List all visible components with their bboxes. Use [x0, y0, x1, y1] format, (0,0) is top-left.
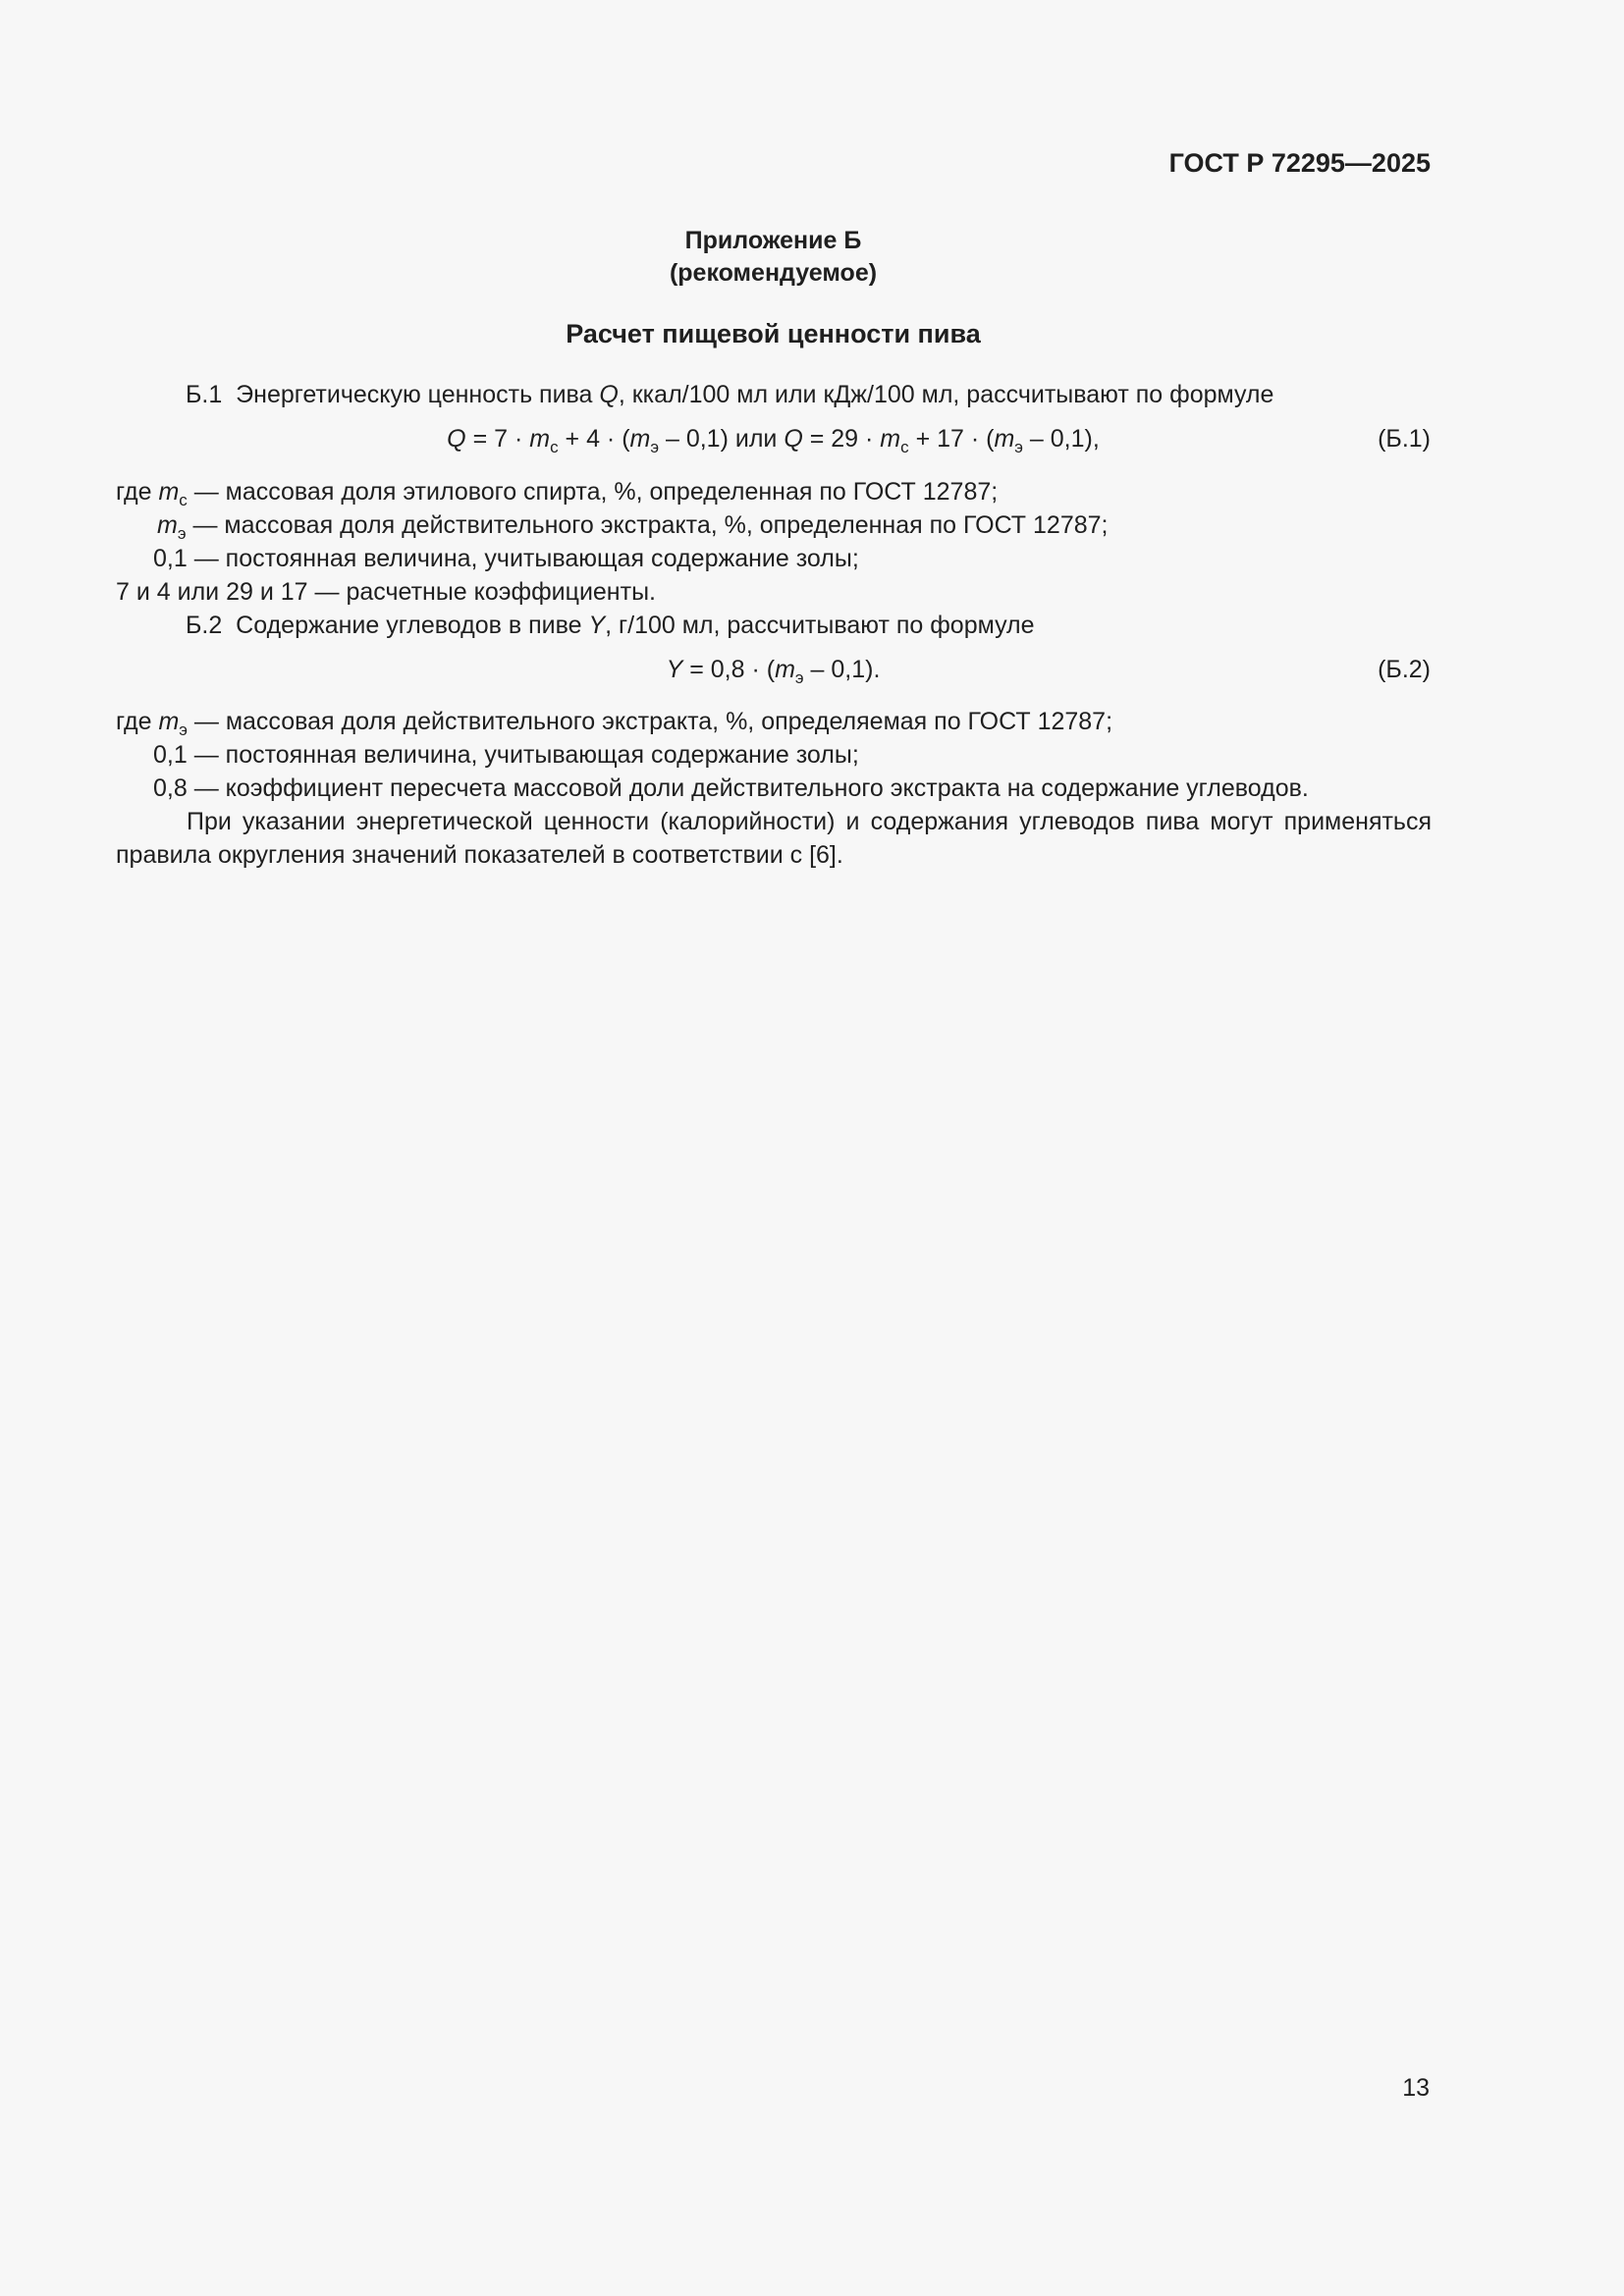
formula-b1-part: + 17 · (: [908, 425, 995, 453]
appendix-label: Приложение Б: [684, 227, 862, 254]
formula-b1-m: m: [629, 425, 651, 453]
section-b2-text-after: , г/100 мл, рассчитывают по формуле: [605, 612, 1035, 639]
where-symbol-sub: с: [179, 490, 188, 509]
formula-b2: [0, 653, 1546, 686]
formula-b1-sub: с: [900, 437, 909, 456]
equation-number-b1: (Б.1): [1378, 425, 1431, 453]
section-b2-text-before: Содержание углеводов в пиве: [236, 612, 589, 639]
where-b2-item-0: [116, 705, 1112, 738]
formula-b1-q: Q: [784, 425, 803, 453]
standard-code: ГОСТ Р 72295—2025: [1168, 148, 1431, 178]
formula-b2-m: m: [775, 656, 795, 683]
formula-b1-part: – 0,1),: [1022, 425, 1100, 453]
where-b1-item-3: [116, 575, 656, 609]
formula-b1-q: Q: [447, 425, 466, 453]
where-description: — массовая доля этилового спирта, %, определенная по ГОСТ 12787;: [187, 478, 999, 506]
formula-b2-y: Y: [666, 656, 683, 683]
section-b2-number: Б.2: [186, 612, 223, 639]
where-word: где: [116, 478, 159, 506]
section-b1-number: Б.1: [186, 381, 223, 408]
formula-b2-sub: э: [794, 667, 804, 687]
formula-b1-part: – 0,1) или: [659, 425, 785, 453]
where-symbol: 0,1: [153, 545, 188, 572]
appendix-status: (рекомендуемое): [669, 259, 878, 287]
section-b1-text-before: Энергетическую ценность пива: [236, 381, 600, 408]
where-symbol: 7 и 4 или 29 и 17: [116, 578, 308, 606]
where-b1-item-0: [116, 475, 998, 508]
section-b2-intro: [186, 609, 1035, 642]
page-number: 13: [1402, 2074, 1430, 2102]
formula-b1-m: m: [529, 425, 551, 453]
closing-paragraph: При указании энергетической ценности (калорийности) и содержания углеводов пива могут применяться правила округления значений показателей в соответствии с [6].: [116, 808, 1432, 869]
formula-b1-sub: э: [650, 437, 660, 456]
where-symbol-sub: э: [177, 523, 187, 543]
formula-b2-part: = 0,8 · (: [682, 656, 776, 683]
where-b1-item-1: [157, 508, 1108, 542]
formula-b1: [0, 422, 1546, 455]
formula-b2-part: – 0,1).: [803, 656, 881, 683]
where-b2-item-1: [153, 738, 859, 772]
where-symbol-sub: э: [179, 720, 188, 739]
formula-b1-m: m: [994, 425, 1015, 453]
where-symbol: m: [158, 478, 180, 506]
formula-b1-part: = 29 ·: [802, 425, 881, 453]
where-word: где: [116, 708, 159, 735]
where-symbol: m: [157, 511, 178, 539]
where-b1-item-2: [153, 542, 859, 575]
page-title: Расчет пищевой ценности пива: [566, 319, 981, 348]
formula-b1-part: + 4 · (: [558, 425, 630, 453]
where-description: — массовая доля действительного экстракта, %, определяемая по ГОСТ 12787;: [187, 708, 1113, 735]
formula-b1-sub: с: [550, 437, 559, 456]
where-description: — расчетные коэффициенты.: [307, 578, 656, 606]
section-b1-var: Q: [599, 381, 619, 408]
where-symbol: m: [158, 708, 180, 735]
formula-b1-part: = 7 ·: [465, 425, 530, 453]
section-b2-var: Y: [588, 612, 606, 639]
formula-b1-sub: э: [1014, 437, 1023, 456]
where-symbol: 0,8: [153, 774, 188, 802]
formula-b1-m: m: [880, 425, 901, 453]
where-symbol: 0,1: [153, 741, 188, 769]
where-description: — коэффициент пересчета массовой доли действительного экстракта на содержание углеводов.: [187, 774, 1309, 802]
section-b1-text-after: , ккал/100 мл или кДж/100 мл, рассчитывают по формуле: [618, 381, 1274, 408]
equation-number-b2: (Б.2): [1378, 656, 1431, 683]
where-b2-item-2: [153, 772, 1309, 805]
where-description: — массовая доля действительного экстракта, %, определенная по ГОСТ 12787;: [186, 511, 1109, 539]
where-description: — постоянная величина, учитывающая содержание золы;: [187, 741, 859, 769]
section-b1-intro: [186, 378, 1273, 411]
where-description: — постоянная величина, учитывающая содержание золы;: [187, 545, 859, 572]
